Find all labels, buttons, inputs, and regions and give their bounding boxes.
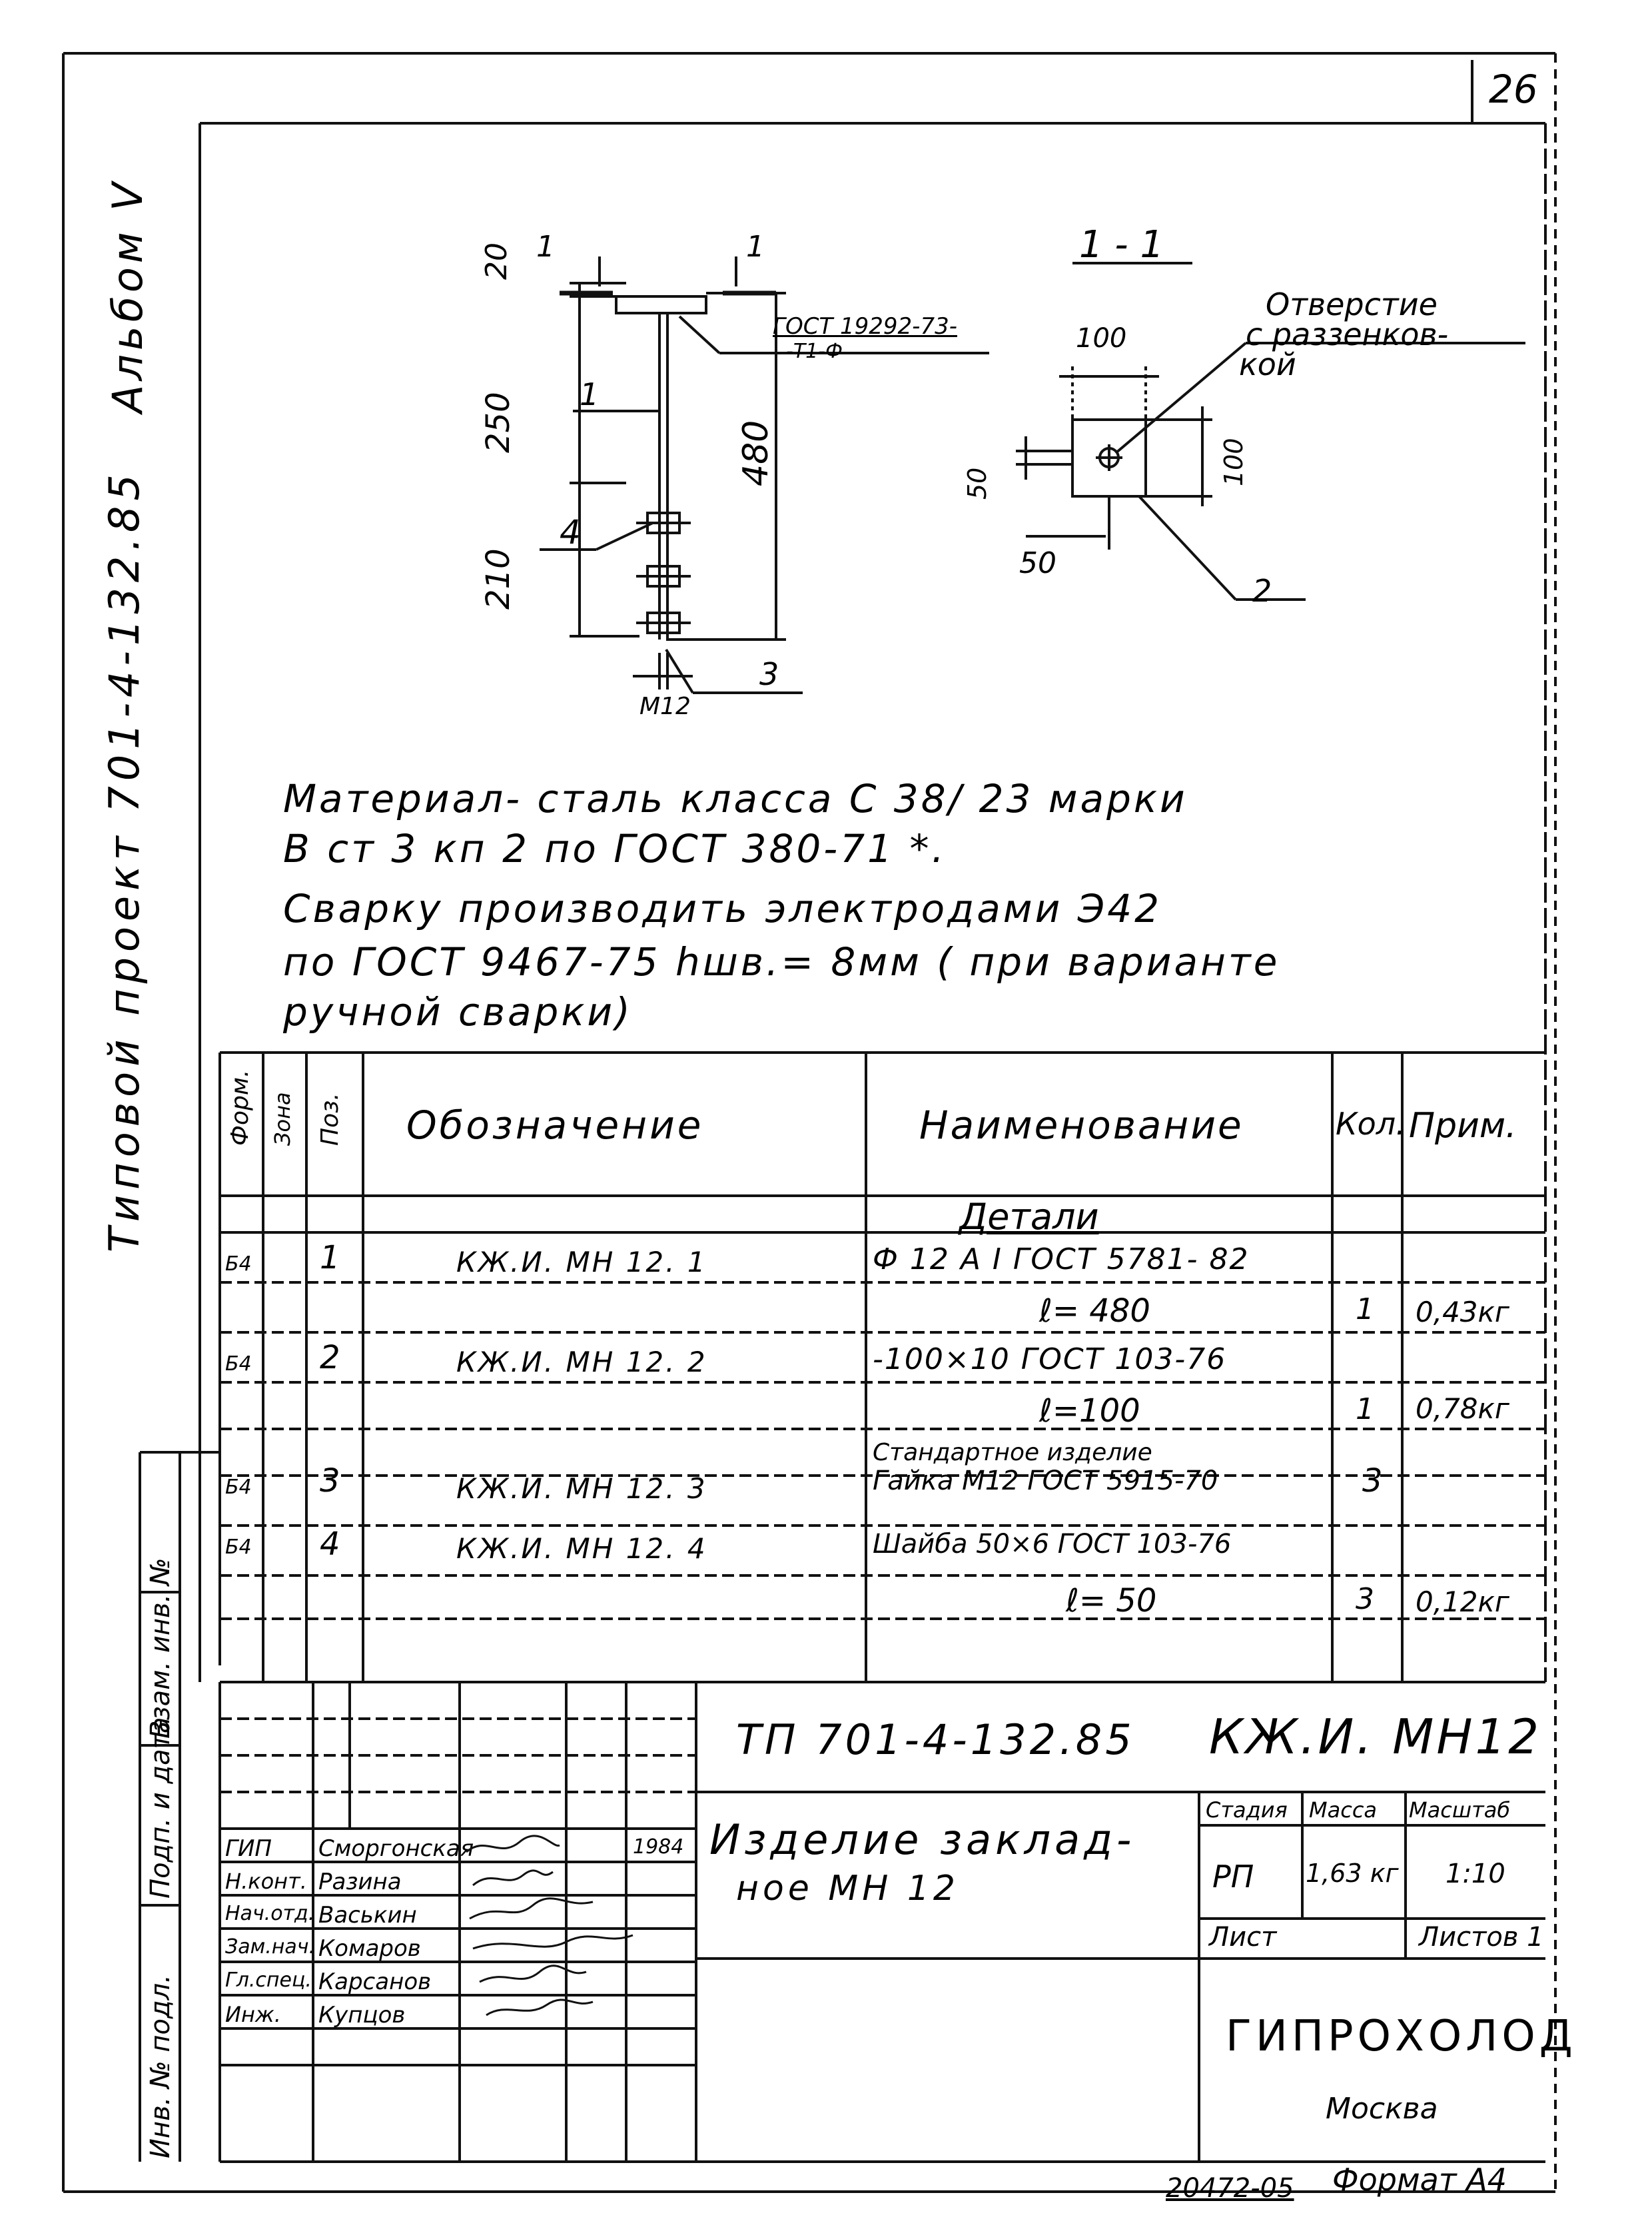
dim-250: 250 [480, 392, 517, 453]
person6-name: Купцов [318, 2002, 406, 2028]
scale-header: Масштаб [1409, 1797, 1511, 1823]
person1-date: 1984 [633, 1835, 684, 1859]
signatures [460, 1829, 686, 2028]
row6-name: Гайка М12 ГОСТ 5915-70 [873, 1466, 1218, 1496]
stamp-replace: Взам. инв. № [145, 1557, 176, 1739]
callout-3: 3 [759, 656, 779, 692]
drawing-mark: КЖ.И. МН12 [1209, 1709, 1542, 1765]
hdr-name: Наименование [919, 1103, 1244, 1148]
project-label: Типовой проект 701-4-132.85 [100, 469, 149, 1252]
person3-name: Васькин [318, 1902, 417, 1929]
row6-qty: 3 [1362, 1462, 1383, 1500]
dim-480: 480 [736, 420, 776, 486]
stamp-inv: Инв. № подл. [145, 1975, 176, 2158]
note-line-5: ручной сварки) [283, 989, 633, 1035]
inventory-number: 20472-05 [1166, 2173, 1294, 2204]
thread-label: М12 [639, 693, 691, 720]
row3-pos: 2 [320, 1339, 340, 1376]
row4-name: ℓ=100 [1039, 1392, 1140, 1430]
row3-format: Б4 [225, 1352, 252, 1376]
person1-name: Сморгонская [318, 1835, 474, 1862]
hole-note-3: кой [1239, 346, 1296, 382]
person4-name: Комаров [318, 1935, 421, 1962]
row4-note: 0,78кг [1416, 1392, 1509, 1425]
person4-role: Зам.нач. [225, 1935, 316, 1959]
scale-value: 1:10 [1446, 1859, 1505, 1889]
hdr-pos: Поз. [316, 1093, 344, 1146]
note-line-4: по ГОСТ 9467-75 hшв.= 8мм ( при варианте [283, 939, 1280, 985]
album-label: Альбом V [103, 179, 152, 413]
row1-name: Ф 12 А I ГОСТ 5781- 82 [873, 1242, 1250, 1276]
hole-note-1: Отверстие [1266, 286, 1438, 322]
item-name-2: ное МН 12 [736, 1869, 959, 1909]
row1-pos: 1 [320, 1239, 340, 1276]
callout-1: 1 [580, 376, 600, 412]
row3-designation: КЖ.И. МН 12. 2 [456, 1346, 707, 1378]
hdr-format: Форм. [226, 1069, 254, 1146]
stamp-sign: Подп. и дата [145, 1717, 176, 1899]
section-mark-right: 1 [746, 230, 765, 264]
row1-format: Б4 [225, 1252, 252, 1276]
gost-ref-2: -Т1-Ф [786, 340, 843, 363]
note-line-1: Материал- сталь класса С 38/ 23 марки [283, 776, 1188, 821]
row7-designation: КЖ.И. МН 12. 4 [456, 1532, 707, 1565]
row8-note: 0,12кг [1416, 1585, 1509, 1618]
row8-name: ℓ= 50 [1066, 1582, 1157, 1619]
part-drawing [200, 123, 1545, 789]
row4-qty: 1 [1356, 1392, 1374, 1426]
person1-role: ГИП [225, 1835, 272, 1862]
section-details: Детали [959, 1196, 1099, 1238]
person2-role: Н.конт. [225, 1869, 307, 1894]
note-line-3: Сварку производить электродами Э42 [283, 886, 1162, 931]
person2-name: Разина [318, 1869, 402, 1895]
doc-code: ТП 701-4-132.85 [736, 1715, 1135, 1764]
dim-20: 20 [480, 242, 514, 280]
row5-name: Стандартное изделие [873, 1439, 1152, 1466]
row7-name: Шайба 50×6 ГОСТ 103-76 [873, 1529, 1232, 1559]
section-title: 1 - 1 [1079, 223, 1164, 266]
section-mark-left: 1 [536, 230, 555, 264]
row2-note: 0,43кг [1416, 1296, 1509, 1328]
row7-format: Б4 [225, 1536, 252, 1559]
row5-pos: 3 [320, 1462, 340, 1500]
item-name-1: Изделие заклад- [709, 1815, 1136, 1864]
stage-header: Стадия [1206, 1797, 1288, 1823]
row7-pos: 4 [320, 1526, 340, 1563]
sec-dim-offset: 50 [1019, 546, 1056, 580]
row2-name: ℓ= 480 [1039, 1292, 1150, 1330]
sec-callout-2: 2 [1252, 573, 1272, 609]
note-line-2: В ст 3 кп 2 по ГОСТ 380-71 *. [283, 826, 947, 871]
row5-format: Б4 [225, 1476, 252, 1499]
person6-role: Инж. [225, 2002, 281, 2027]
hole-note-2: с раззенков- [1246, 316, 1449, 352]
sec-dim-height: 100 [1219, 438, 1248, 486]
org-name: ГИПРОХОЛОД [1226, 2012, 1577, 2061]
person5-name: Карсанов [318, 1969, 432, 1995]
hdr-zone: Зона [270, 1092, 295, 1146]
callout-4: 4 [560, 513, 581, 552]
sheet-number: 26 [1489, 67, 1538, 112]
format-label: Формат А4 [1332, 2162, 1507, 2198]
row3-name: -100×10 ГОСТ 103-76 [873, 1342, 1227, 1376]
sheets-label: Листов 1 [1419, 1922, 1544, 1953]
sec-dim-width: 100 [1076, 323, 1127, 354]
hdr-note: Прим. [1409, 1106, 1517, 1146]
person5-role: Гл.спец. [225, 1969, 312, 1992]
sec-dim-hole: 50 [963, 467, 992, 500]
hdr-designation: Обозначение [406, 1103, 704, 1148]
org-city: Москва [1326, 2092, 1438, 2126]
person3-role: Нач.отд. [225, 1902, 315, 1925]
mass-value: 1,63 кг [1306, 1859, 1399, 1888]
dim-210: 210 [480, 548, 517, 610]
hdr-qty: Кол. [1336, 1106, 1406, 1142]
stage-value: РП [1212, 1859, 1254, 1895]
row5-designation: КЖ.И. МН 12. 3 [456, 1472, 707, 1505]
row1-designation: КЖ.И. МН 12. 1 [456, 1246, 707, 1278]
row2-qty: 1 [1356, 1292, 1374, 1326]
sheet-label: Лист [1209, 1922, 1277, 1953]
mass-header: Масса [1309, 1797, 1378, 1823]
row8-qty: 3 [1356, 1582, 1374, 1616]
gost-ref: ГОСТ 19292-73- [773, 313, 957, 340]
